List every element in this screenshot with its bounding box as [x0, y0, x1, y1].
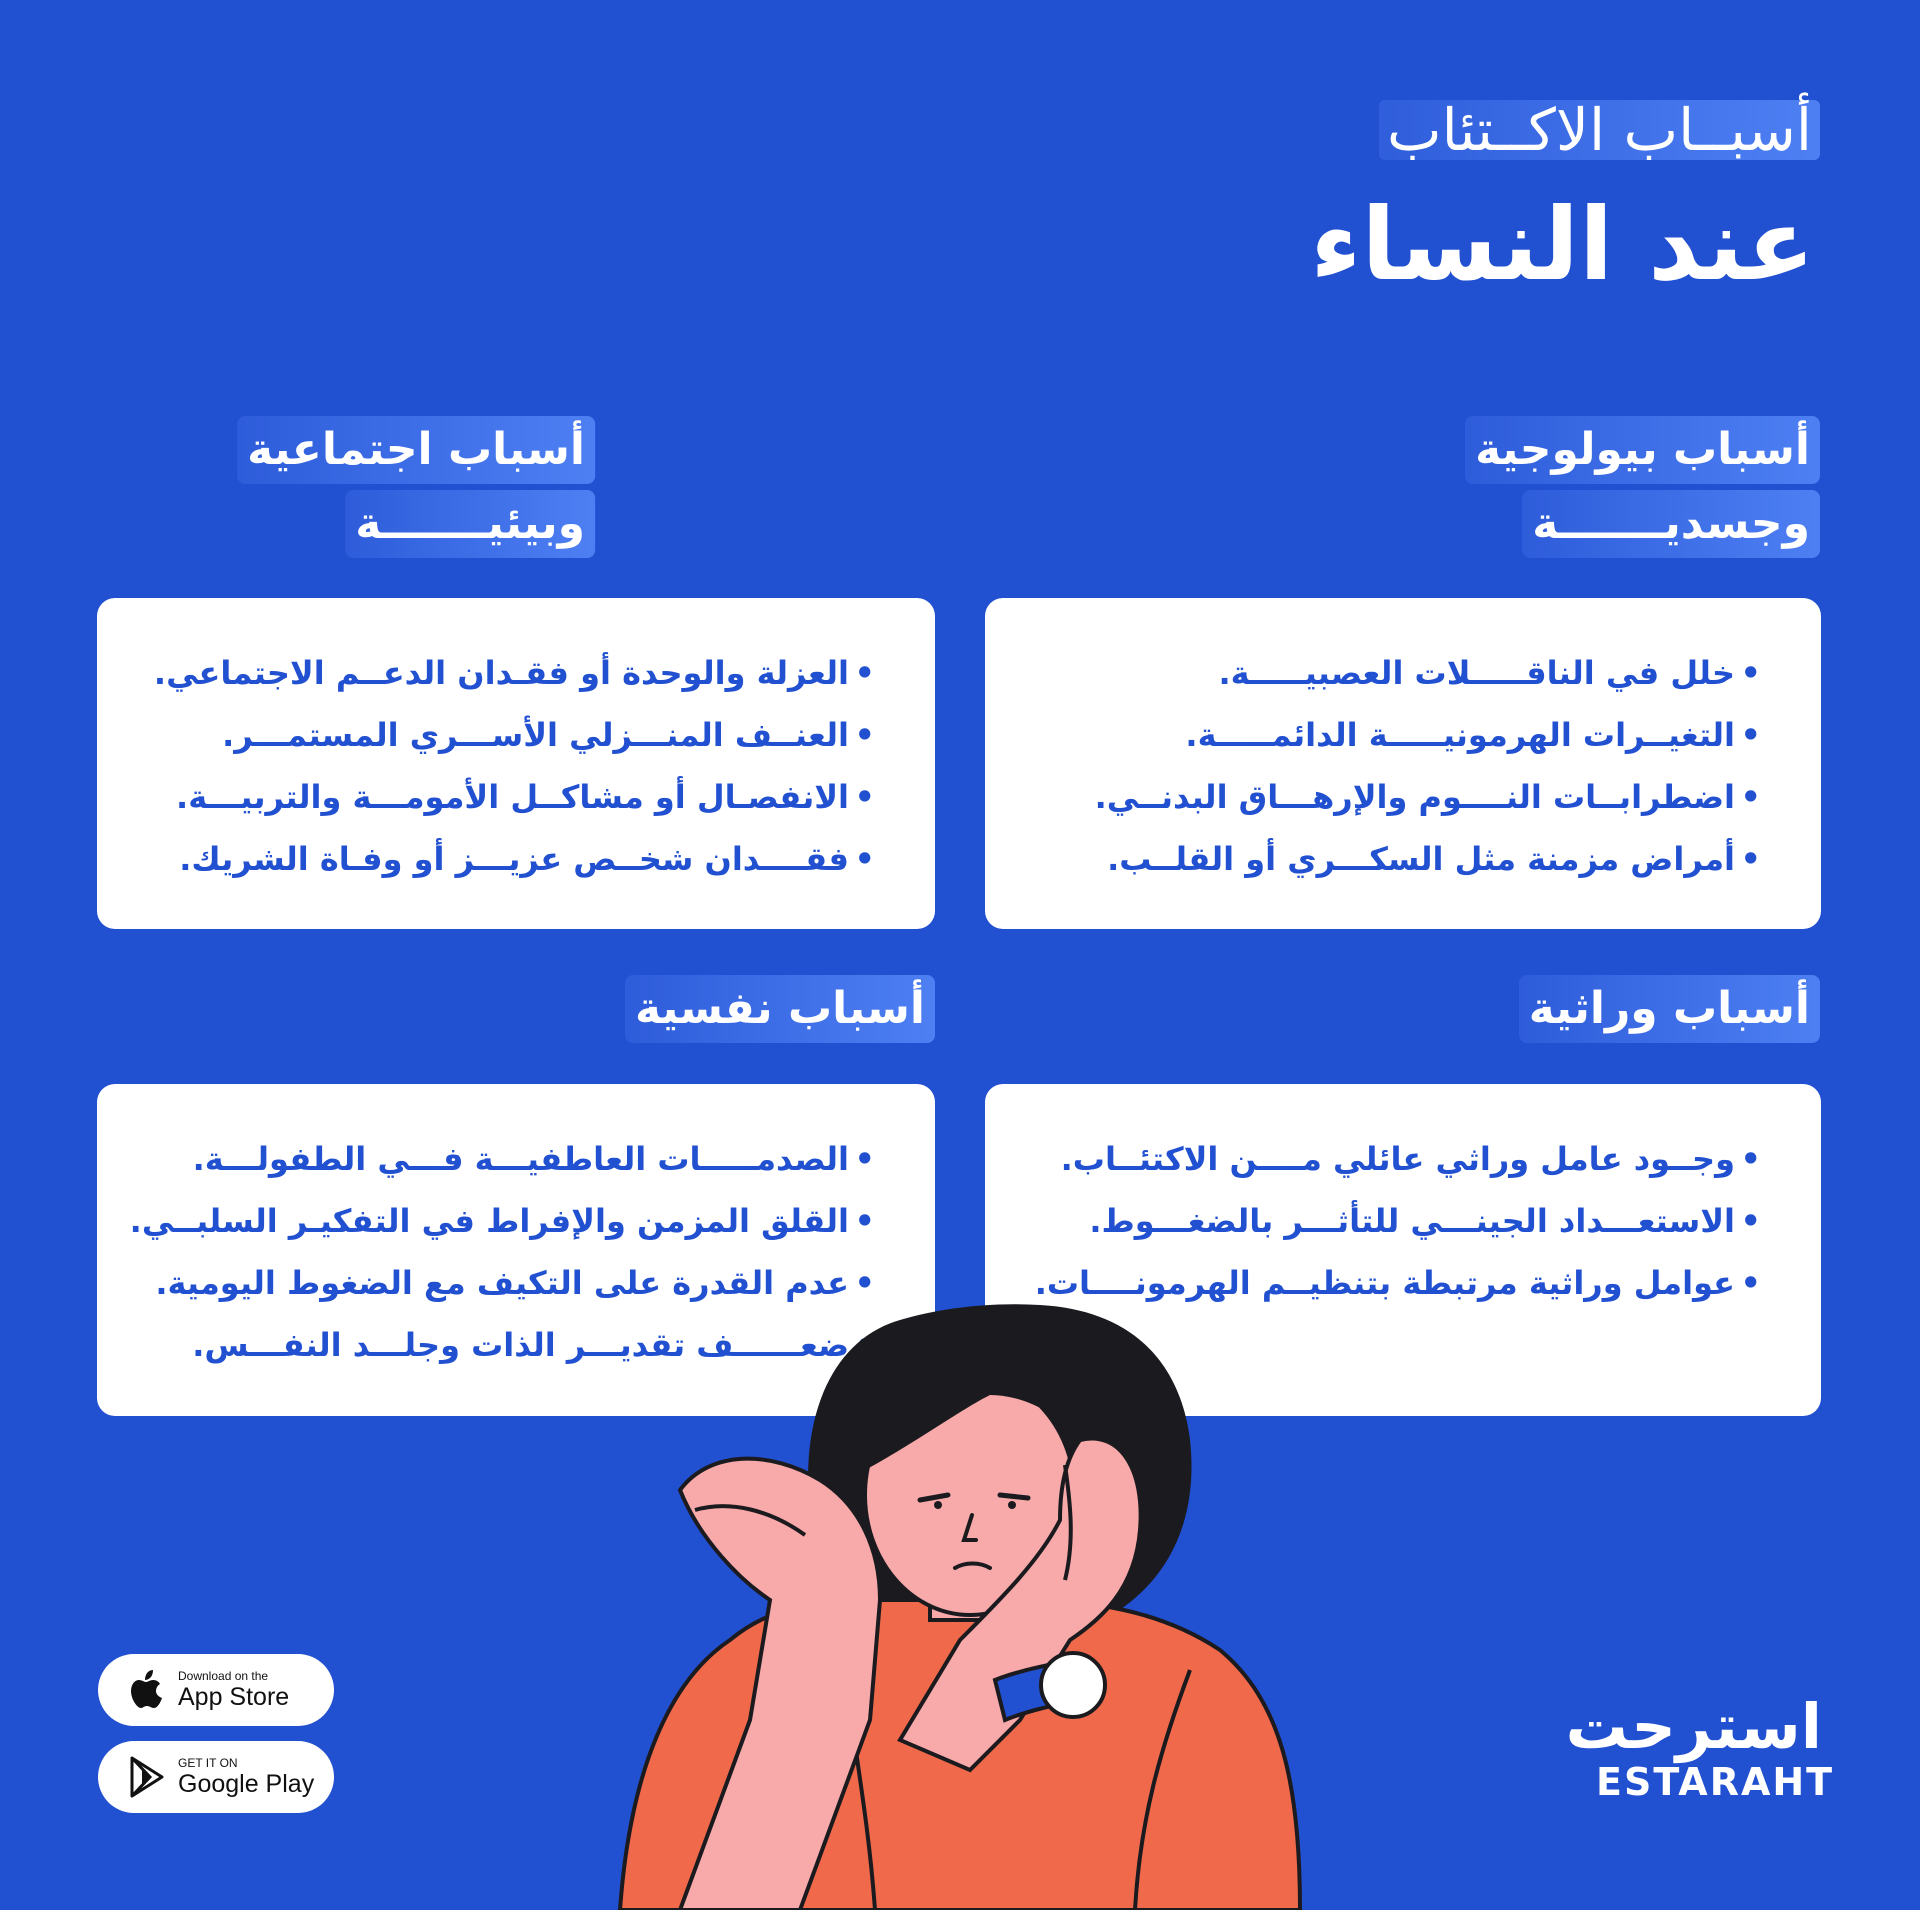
list-biological [1025, 642, 1761, 890]
title-line-1: أسبــاب الاكــتئاب [1379, 100, 1820, 160]
list-item: • الانفصـال أو مشاكــل الأمومـــة والتربيـــة. [137, 766, 875, 828]
badge-small-text: Download on the [178, 1669, 269, 1683]
card-social [97, 598, 935, 929]
google-play-badge[interactable] [98, 1741, 334, 1813]
badge-big-text: Google Play [178, 1770, 315, 1798]
section-title-line: أسباب وراثية [1519, 975, 1820, 1043]
section-title-line: وبيئيـــــــة [345, 490, 595, 558]
section-header-biological [1465, 416, 1820, 564]
google-play-icon [128, 1755, 168, 1799]
list-item: • أمراض مزمنة مثل السكـــري أو القلــب. [1025, 828, 1761, 890]
section-title-line: أسباب اجتماعية [237, 416, 595, 484]
logo-latin-text: ESTARAHT [1596, 1760, 1835, 1804]
section-header-social [237, 416, 595, 564]
section-header-psychological [625, 975, 935, 1049]
list-item: • الاستعـــداد الجينـــي للتأثـــر بالضغـــوط. [1025, 1190, 1761, 1252]
list-item: • العزلة والوحدة أو فقـدان الدعــم الاجتماعي. [137, 642, 875, 704]
list-item: • عدم القدرة على التكيف مع الضغوط اليومية. [137, 1252, 875, 1314]
list-social [137, 642, 875, 890]
list-item: • القلق المزمن والإفراط في التفكيـر السلبــي. [137, 1190, 875, 1252]
sad-woman-illustration [600, 1300, 1380, 1910]
section-header-genetic [1519, 975, 1820, 1049]
section-title-line: أسباب نفسية [625, 975, 935, 1043]
card-biological [985, 598, 1821, 929]
list-item: • وجــود عامل وراثي عائلي مــــن الاكتئــاب. [1025, 1128, 1761, 1190]
list-item: • فقــــدان شخــص عزيـــز أو وفـاة الشريك. [137, 828, 875, 890]
brand-logo [1565, 1690, 1835, 1804]
list-item: • ضعــــــف تقديـــر الذات وجلـــد النفـــس. [137, 1314, 875, 1376]
section-title-line: وجسديـــــــة [1522, 490, 1820, 558]
section-title-line: أسباب بيولوجية [1465, 416, 1820, 484]
app-store-badge[interactable] [98, 1654, 334, 1726]
list-item: • خلل في الناقـــــلات العصبيـــــة. [1025, 642, 1761, 704]
list-item: • العنــف المنـــزلي الأســـري المستمـــر. [137, 704, 875, 766]
list-item: • اضطرابــات النــــوم والإرهـــاق البدنــي. [1025, 766, 1761, 828]
list-item: • الصدمـــــات العاطفيـــة فـــي الطفولـــة. [137, 1128, 875, 1190]
list-genetic [1025, 1128, 1761, 1314]
title-line-2: عند النساء [1310, 186, 1815, 303]
badge-small-text: GET IT ON [178, 1756, 238, 1770]
logo-arabic-text: استرحت [1565, 1690, 1822, 1763]
apple-icon [128, 1668, 168, 1712]
list-item: • عوامل وراثية مرتبطة بتنظيــم الهرمونــــات. [1025, 1252, 1761, 1314]
list-item: • التغيــرات الهرمونيـــــة الدائمـــــة. [1025, 704, 1761, 766]
badge-big-text: App Store [178, 1683, 290, 1711]
